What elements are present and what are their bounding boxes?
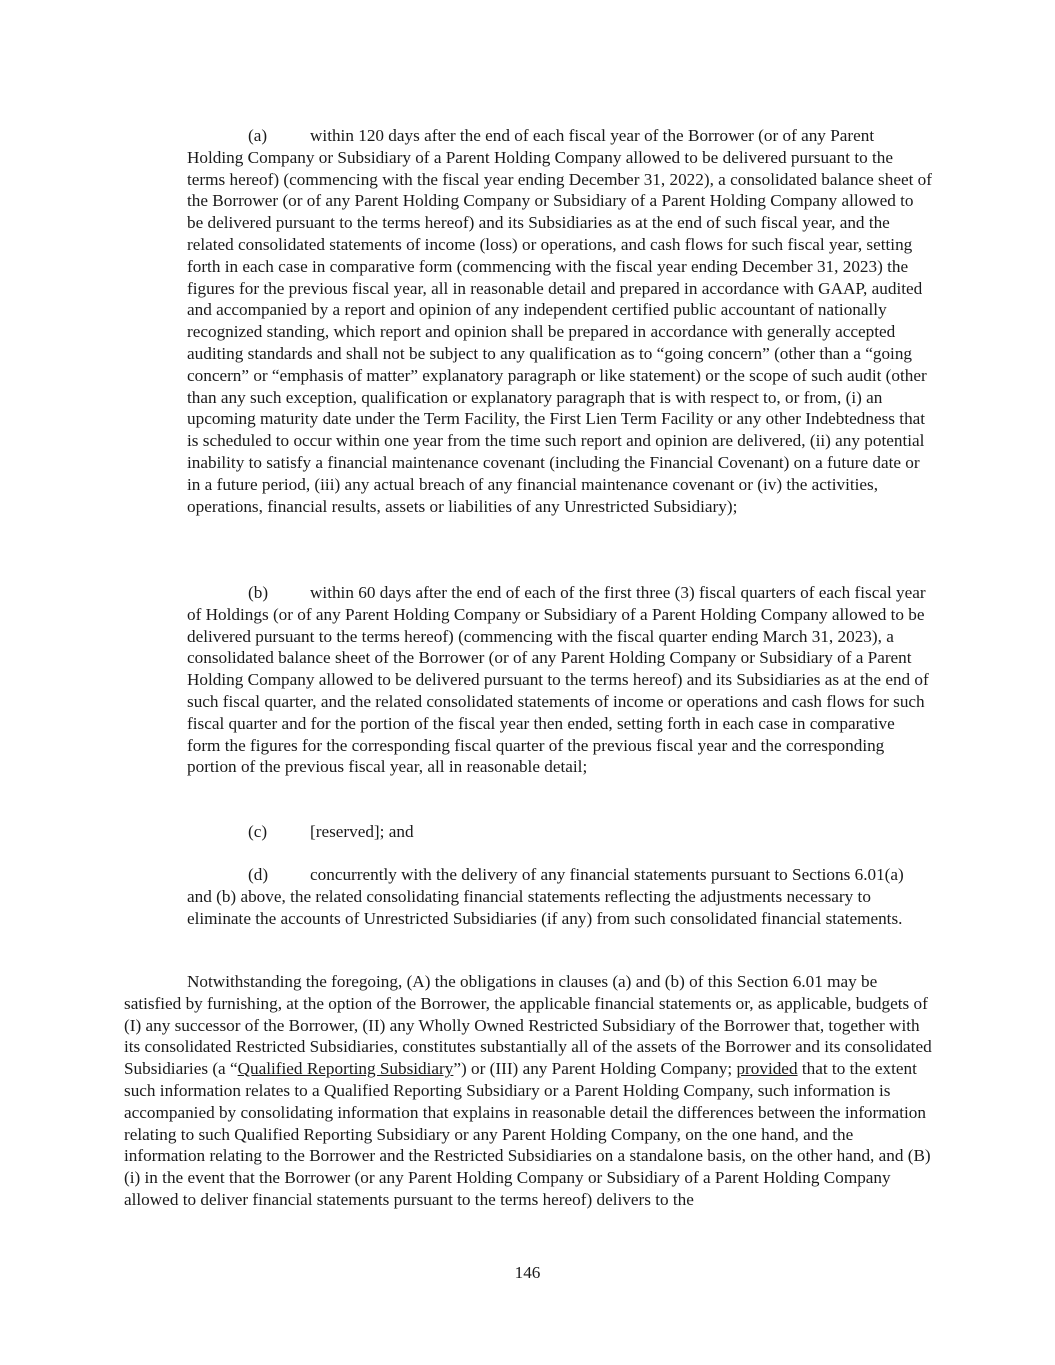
clause-a-text: within 120 days after the end of each fiscal year of the Borrower (or of any Parent Holding Company or Subsidiary of a Parent Holding Company allowed to be delivered pursuant to the terms hereof) (commencing with the fiscal year ending December 31, 2022), a consolidated balance sheet of the Borrower (or of any Parent Holding Company or Subsidiary of a Parent Holding Company allowed to be delivered pursuant to the terms hereof) and its Subsidiaries as at the end of such fiscal year, and the related consolidated statements of income (loss) or operations, and cash flows for such fiscal year, setting forth in each case in comparative form (commencing with the fiscal year ending December 31, 2023) the figures for the previous fiscal year, all in reasonable detail and prepared in accordance with GAAP, audited and accompanied by a report and opinion of any independent certified public accountant of nationally recognized standing, which report and opinion shall be prepared in accordance with generally accepted auditing standards and shall not be subject to any qualification as to “going concern” (other than a “going concern” or “emphasis of matter” explanatory paragraph or like statement) or the scope of such audit (other than any such exception, qualification or explanatory paragraph that is with respect to, or from, (i) an upcoming maturity date under the Term Facility, the First Lien Term Facility or any other Indebtedness that is scheduled to occur within one year from the time such report and opinion are delivered, (ii) any potential inability to satisfy a financial maintenance covenant (including the Financial Covenant) on a future date or in a future period, (iii) any actual breach of any financial maintenance covenant or (iv) the activities, operations, financial results, assets or liabilities of any Unrestricted Subsidiary); <box>187 126 932 516</box>
notwithstanding-paragraph <box>124 971 934 1211</box>
clause-b-text: within 60 days after the end of each of the first three (3) fiscal quarters of each fiscal year of Holdings (or of any Parent Holding Company or Subsidiary of a Parent Holding Company allowed to be delivered pursuant to the terms hereof) (commencing with the fiscal quarter ending March 31, 2023), a consolidated balance sheet of the Borrower (or of any Parent Holding Company or Subsidiary of a Parent Holding Company allowed to be delivered pursuant to the terms hereof) and its Subsidiaries as at the end of such fiscal quarter, and the related consolidated statements of income or operations and cash flows for such fiscal quarter and for the portion of the fiscal year then ended, setting forth in each case in comparative form the figures for the corresponding fiscal quarter of the previous fiscal year and the corresponding portion of the previous fiscal year, all in reasonable detail; <box>187 583 929 777</box>
clause-a <box>187 125 932 517</box>
clause-d-label: (d) <box>248 865 269 884</box>
clause-d-text: concurrently with the delivery of any financial statements pursuant to Sections 6.01(a) and (b) above, the related consolidating financial statements reflecting the adjustments necessary to eliminate the accounts of Unrestricted Subsidiaries (if any) from such consolidated financial statements. <box>187 865 904 928</box>
provided-term: provided <box>736 1059 798 1079</box>
clause-b <box>187 582 932 778</box>
qualified-reporting-subsidiary-term: Qualified Reporting Subsidiary <box>237 1059 454 1079</box>
clause-c <box>187 821 932 843</box>
notwithstanding-text-3: that to the extent such information relates to a Qualified Reporting Subsidiary or a Parent Holding Company, such information is accompanied by consolidating information that explains in reasonable detail the differences between the information relating to such Qualified Reporting Subsidiary or any Parent Holding Company, on the one hand, and the information relating to the Borrower and the Restricted Subsidiaries on a standalone basis, on the other hand, and (B) (i) in the event that the Borrower (or any Parent Holding Company or Subsidiary of a Parent Holding Company allowed to deliver financial statements pursuant to the terms hereof) delivers to the <box>124 1059 931 1209</box>
clause-c-label: (c) <box>248 822 268 841</box>
clause-d <box>187 864 932 929</box>
clause-b-label: (b) <box>248 583 269 602</box>
notwithstanding-text-2: ”) or (III) any Parent Holding Company; <box>453 1059 737 1079</box>
clause-c-text: [reserved]; and <box>310 822 414 841</box>
notwithstanding-text-1: Notwithstanding the foregoing, (A) the obligations in clauses (a) and (b) of this Section 6.01 may be satisfied by furnishing, at the option of the Borrower, the applicable financial statements or, as applicable, budgets of (I) any successor of the Borrower, (II) any Wholly Owned Restricted Subsidiary of the Borrower that, together with its consolidated Restricted Subsidiaries, constitutes substantially all of the assets of the Borrower and its consolidated Subsidiaries (a “ <box>124 972 932 1079</box>
page-number: 146 <box>514 1263 541 1282</box>
clause-a-label: (a) <box>248 126 268 145</box>
